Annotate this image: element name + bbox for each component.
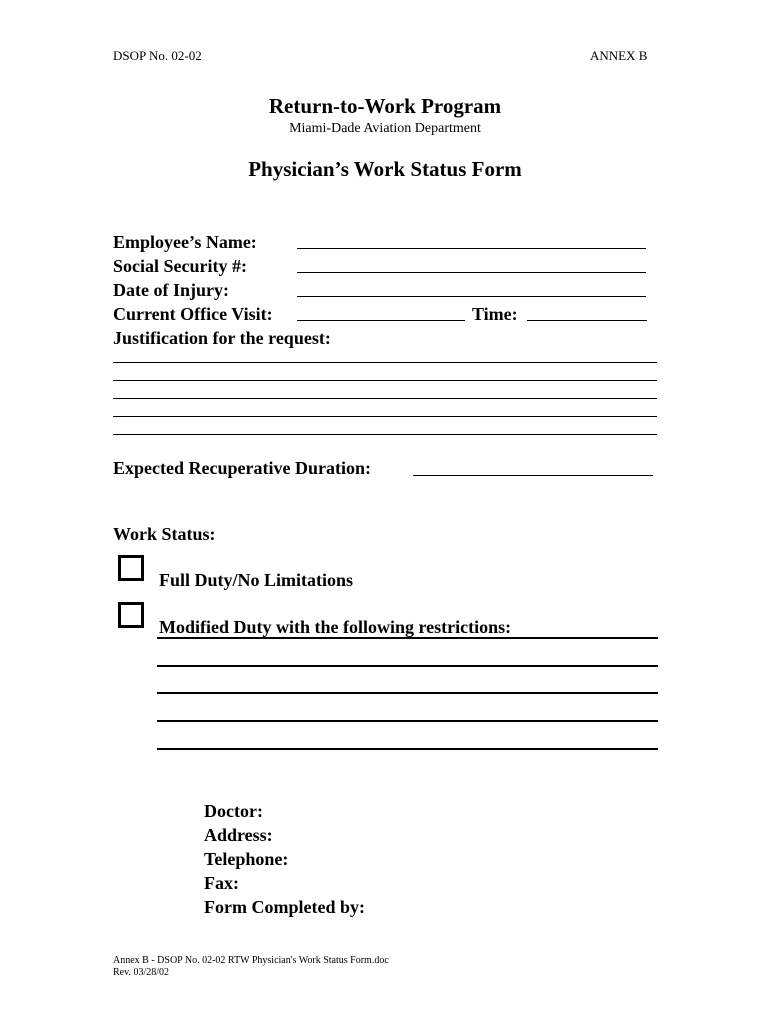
time-line[interactable] [527, 320, 647, 321]
footer-revision: Rev. 03/28/02 [113, 967, 170, 978]
form-title: Physician’s Work Status Form [248, 157, 522, 181]
full-duty-checkbox[interactable] [118, 555, 144, 581]
restriction-line-3[interactable] [157, 692, 658, 694]
program-title: Return-to-Work Program [268, 94, 502, 118]
telephone-label: Telephone: [204, 849, 289, 869]
document-number: DSOP No. 02-02 [113, 48, 202, 63]
fax-label: Fax: [204, 873, 239, 893]
employee-name-line[interactable] [297, 248, 646, 249]
department-name: Miami-Dade Aviation Department [289, 121, 481, 136]
restriction-line-5[interactable] [157, 748, 658, 750]
address-label: Address: [204, 825, 273, 845]
current-visit-line[interactable] [297, 320, 465, 321]
justification-line-5[interactable] [113, 434, 657, 435]
work-status-label: Work Status: [113, 524, 216, 544]
ssn-label: Social Security #: [113, 256, 247, 276]
justification-line-3[interactable] [113, 398, 657, 399]
current-visit-label: Current Office Visit: [113, 304, 273, 324]
date-of-injury-label: Date of Injury: [113, 280, 229, 300]
ssn-line[interactable] [297, 272, 646, 273]
modified-duty-checkbox[interactable] [118, 602, 144, 628]
employee-name-label: Employee’s Name: [113, 232, 257, 252]
justification-label: Justification for the request: [113, 328, 331, 348]
modified-duty-label: Modified Duty with the following restrictions: [159, 617, 512, 637]
expected-duration-line[interactable] [413, 475, 653, 476]
form-completed-by-label: Form Completed by: [204, 897, 365, 917]
footer-filename: Annex B - DSOP No. 02-02 RTW Physician's Work Status Form.doc [113, 955, 389, 966]
justification-line-4[interactable] [113, 416, 657, 417]
date-of-injury-line[interactable] [297, 296, 646, 297]
justification-line-1[interactable] [113, 362, 657, 363]
expected-duration-label: Expected Recuperative Duration: [113, 458, 371, 478]
doctor-label: Doctor: [204, 801, 263, 821]
full-duty-label: Full Duty/No Limitations [159, 570, 354, 590]
restriction-line-4[interactable] [157, 720, 658, 722]
time-label: Time: [472, 304, 518, 324]
restriction-line-1[interactable] [157, 637, 658, 639]
justification-line-2[interactable] [113, 380, 657, 381]
restriction-line-2[interactable] [157, 665, 658, 667]
annex-label: ANNEX B [590, 48, 648, 63]
